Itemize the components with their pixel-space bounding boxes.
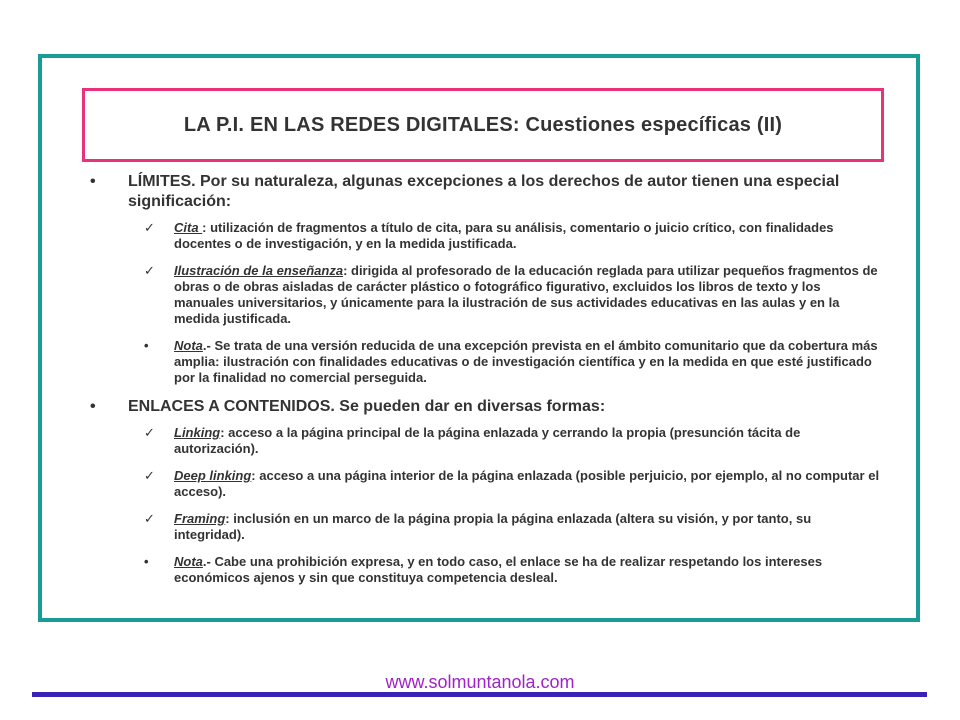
list-item <box>112 468 882 500</box>
website-link[interactable]: www.solmuntanola.com <box>385 672 575 692</box>
list-item <box>112 511 882 543</box>
bullet-icon: • <box>90 173 96 190</box>
bullet-icon: • <box>144 338 149 353</box>
section-limites-list <box>112 220 882 386</box>
item-text: : dirigida al profesorado de la educación reglada para utilizar pequeños fragmentos de obras o de obras aisladas de carácter plástico o fotográfico figurativo, excluidos los libros de texto y los manuales universitarios, y únicamente para la ilustración de sus actividades educativas en las aulas y en la medida justificada. <box>174 263 878 326</box>
item-text: .- Se trata de una versión reducida de una excepción prevista en el ámbito comunitario que da cobertura más amplia: ilustración con finalidades educativas o de investigación científica y en la medida en que esté justificado por la finalidad no comercial perseguida. <box>174 338 878 385</box>
item-text: : acceso a una página interior de la página enlazada (posible perjuicio, por ejemplo, al no computar el acceso). <box>174 468 880 499</box>
term-cita: Cita <box>174 220 203 235</box>
section-heading: LÍMITES. Por su naturaleza, algunas excepciones a los derechos de autor tienen una especial significación: <box>128 173 840 210</box>
section-enlaces <box>90 397 882 417</box>
slide-content <box>90 172 882 597</box>
section-limites <box>90 172 882 212</box>
term-ilustracion: Ilustración de la enseñanza <box>174 263 344 278</box>
item-text: : acceso a la página principal de la página enlazada y cerrando la propia (presunción tácita de autorización). <box>174 425 801 456</box>
footer-bar <box>32 692 927 697</box>
list-item <box>112 263 882 327</box>
checkmark-icon: ✓ <box>144 468 155 483</box>
item-text: : inclusión en un marco de la página propia la página enlazada (altera su visión, y por tanto, su integridad). <box>174 511 812 542</box>
bullet-icon: • <box>144 554 149 569</box>
slide-title: LA P.I. EN LAS REDES DIGITALES: Cuestiones específicas (II) <box>183 113 783 136</box>
title-box <box>82 88 884 162</box>
section-heading: ENLACES A CONTENIDOS. Se pueden dar en diversas formas: <box>128 398 606 415</box>
checkmark-icon: ✓ <box>144 220 155 235</box>
term-nota: Nota <box>174 554 203 569</box>
list-item <box>112 554 882 586</box>
checkmark-icon: ✓ <box>144 425 155 440</box>
checkmark-icon: ✓ <box>144 511 155 526</box>
term-linking: Linking <box>174 425 221 440</box>
bullet-icon: • <box>90 398 96 415</box>
section-enlaces-list <box>112 425 882 586</box>
checkmark-icon: ✓ <box>144 263 155 278</box>
term-nota: Nota <box>174 338 203 353</box>
item-text: : utilización de fragmentos a título de cita, para su análisis, comentario o juicio crítico, con finalidades docentes o de investigación, y en la medida justificada. <box>174 220 834 251</box>
list-item <box>112 220 882 252</box>
list-item <box>112 425 882 457</box>
list-item <box>112 338 882 386</box>
term-deep-linking: Deep linking <box>174 468 252 483</box>
item-text: .- Cabe una prohibición expresa, y en todo caso, el enlace se ha de realizar respetando los intereses económicos ajenos y sin que constituya competencia desleal. <box>174 554 823 585</box>
term-framing: Framing <box>174 511 226 526</box>
